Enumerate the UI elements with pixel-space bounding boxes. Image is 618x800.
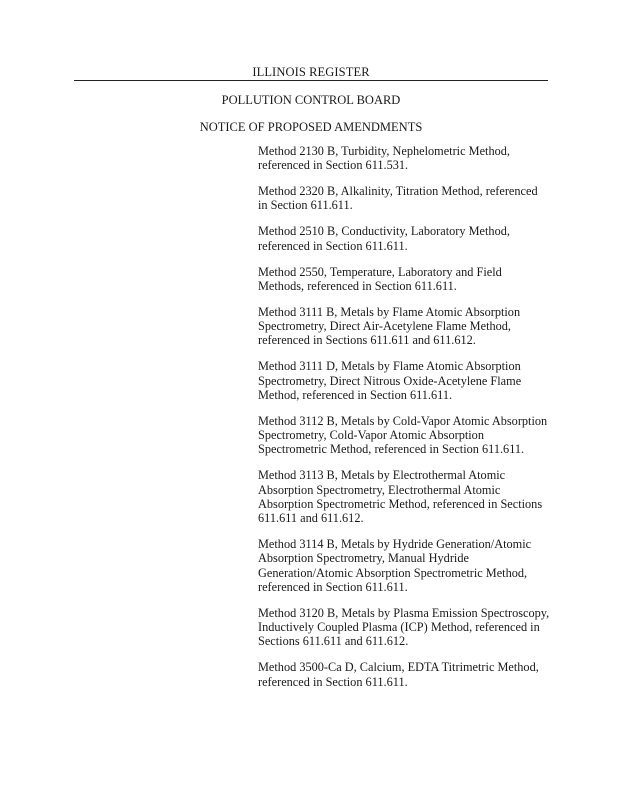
method-entry: Method 3112 B, Metals by Cold-Vapor Atomic Absorption Spectrometry, Cold-Vapor Atomic Absorption Spectrometric Method, referenced in Section 611.611.: [258, 413, 548, 457]
method-entry: Method 2510 B, Conductivity, Laboratory Method, referenced in Section 611.611.: [258, 224, 510, 253]
method-entry: Method 3120 B, Metals by Plasma Emission Spectroscopy, Inductively Coupled Plasma (ICP) Method, referenced in Sections 611.611 and 611.612.: [258, 605, 550, 649]
method-entry: Method 2130 B, Turbidity, Nephelometric Method, referenced in Section 611.531.: [258, 144, 510, 173]
method-entry: Method 3111 D, Metals by Flame Atomic Absorption Spectrometry, Direct Nitrous Oxide-Acetylene Flame Method, referenced in Section 611.611.: [258, 359, 522, 402]
agency-name: POLLUTION CONTROL BOARD: [221, 93, 401, 107]
method-entry: Method 3113 B, Metals by Electrothermal Atomic Absorption Spectrometry, Electrothermal Atomic Absorption Spectrometric Method, referenced in Sections 611.611 and 611.612.: [258, 468, 543, 526]
method-entry: Method 3114 B, Metals by Hydride Generation/Atomic Absorption Spectrometry, Manual Hydride Generation/Atomic Absorption Spectrometric Method, referenced in Section 611.611.: [258, 536, 532, 594]
method-entry: Method 2320 B, Alkalinity, Titration Method, referenced in Section 611.611.: [258, 184, 538, 213]
notice-heading: NOTICE OF PROPOSED AMENDMENTS: [199, 120, 423, 134]
method-entry: Method 3500-Ca D, Calcium, EDTA Titrimetric Method, referenced in Section 611.611.: [258, 660, 539, 689]
header-divider: [74, 80, 548, 81]
method-entry: Method 2550, Temperature, Laboratory and Field Methods, referenced in Section 611.611.: [258, 264, 502, 293]
method-list: [258, 144, 550, 700]
method-entry: Method 3111 B, Metals by Flame Atomic Absorption Spectrometry, Direct Air-Acetylene Flame Method, referenced in Sections 611.611 and 611.612.: [258, 304, 521, 348]
register-title: ILLINOIS REGISTER: [252, 65, 370, 79]
